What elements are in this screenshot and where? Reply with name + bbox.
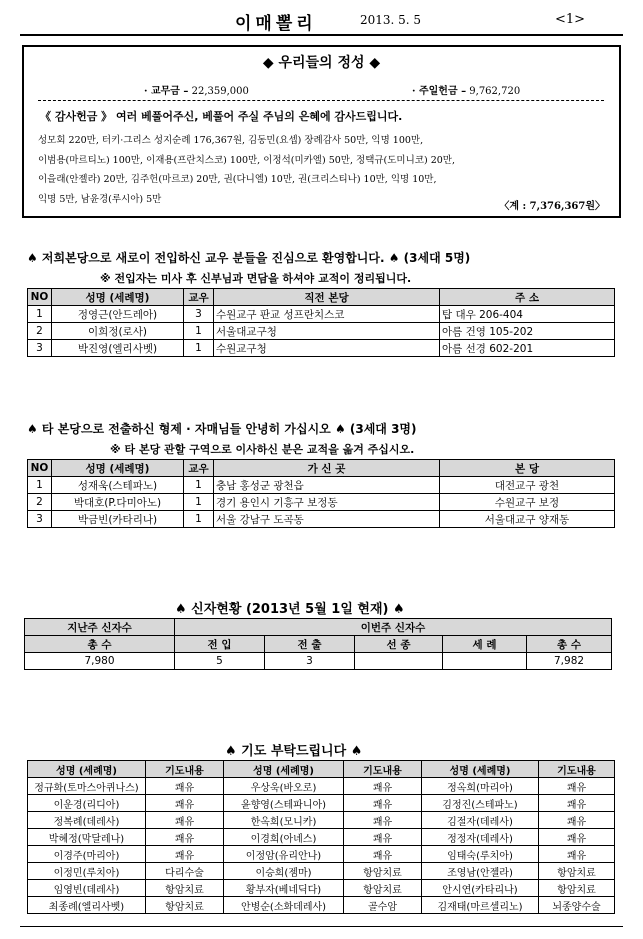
prayer-intention: 항암치료 [344,863,422,880]
thanks-line: 성모회 220만, 터키·그리스 성지순례 176,367원, 김동민(요셉) 장례감사 50만, 익명 100만, [38,135,424,146]
thanks-total: 〈계 : 7,376,367원〉 [499,201,605,212]
transfer-out-title: ♠ 타 본당으로 전출하신 형제 · 자매님들 안녕히 가십시오 ♠ (3세대 3명) [27,422,417,436]
person-name: 이운경(리디아) [28,795,146,812]
member-count: 1 [184,477,214,494]
column-header: 가 신 곳 [214,460,440,477]
deceased-label: 선 종 [355,636,443,653]
person-name: 정옥희(마리아) [422,778,539,795]
prayer-intention: 쾌유 [146,846,224,863]
person-name: 김정진(스테파노) [422,795,539,812]
column-header: 기도내용 [539,761,615,778]
thanks-title: 《 감사헌금 》 여러 베풀어주신, 베풀어 주실 주님의 은혜에 감사드립니다. [40,110,403,123]
prayer-intention: 항암치료 [146,897,224,914]
transfer-out-value: 3 [265,653,355,670]
transfer-out-table [27,459,615,528]
prayer-rows [28,778,615,914]
prayer-intention: 쾌유 [146,829,224,846]
thanks-line: 이범용(마르티노) 100만, 이재용(프란치스코) 100만, 이정석(미카엘) 50만, 정택규(도미니코) 20만, [38,154,455,166]
transfer-out-label: 전 출 [265,636,355,653]
prayer-intention: 쾌유 [344,778,422,795]
sunday-offering-value: 9,762,720 [469,86,521,97]
deceased-value [355,653,443,670]
column-header: 주 소 [440,289,615,306]
table-row [28,863,615,880]
column-header: 성명 (세례명) [28,761,146,778]
table-row [28,795,615,812]
person-name: 이정암(유리안나) [224,846,344,863]
person-name: 이경희(아녜스) [224,829,344,846]
prayer-intention: 항암치료 [344,880,422,897]
new-parish: 서울대교구 양재동 [440,511,615,528]
offering-box [22,45,621,218]
this-total-value: 7,982 [527,653,612,670]
person-name: 우상욱(바오로) [224,778,344,795]
bulletin-title: 이매뽈리 [235,14,317,34]
table-header-row [25,619,612,636]
transfer-out-note: ※ 타 본당 관할 구역으로 이사하신 분은 교적을 옮겨 주십시오. [110,443,415,456]
weekday-offering [144,82,249,97]
table-row [28,846,615,863]
person-name: 정규화(토마스아퀴나스) [28,778,146,795]
column-header: NO [28,460,52,477]
person-name: 임태숙(루치아) [422,846,539,863]
column-header: 직전 본당 [214,289,440,306]
prayer-intention: 항암치료 [539,863,615,880]
offering-heading: ◆ 우리들의 정성 ◆ [262,55,381,71]
believers-table [24,618,612,670]
table-header-row [28,289,615,306]
prayer-intention: 뇌종양수술 [539,897,615,914]
destination: 충남 홍성군 광천읍 [214,477,440,494]
new-parish: 대전교구 광천 [440,477,615,494]
table-row [28,778,615,795]
weekday-offering-label: · 교무금 – [144,86,189,97]
bulletin-date: 2013. 5. 5 [360,13,422,27]
row-number: 3 [28,340,52,357]
member-name: 박금빈(카타리나) [52,511,184,528]
last-total-label: 총 수 [25,636,175,653]
row-number: 3 [28,511,52,528]
page-number: <1> [554,12,585,27]
prayer-intention: 쾌유 [539,846,615,863]
member-name: 박진영(엘리사벳) [52,340,184,357]
prayer-intention: 다리수술 [146,863,224,880]
offering-divider [38,100,604,101]
table-row [28,880,615,897]
address: 아름 건영 105-202 [440,323,615,340]
this-week-label: 이번주 신자수 [175,619,612,636]
column-header: 교우 [184,289,214,306]
table-header-row [28,460,615,477]
member-name: 정영근(안드레아) [52,306,184,323]
person-name: 이정민(루치아) [28,863,146,880]
table-row [28,340,615,357]
prayer-intention: 항암치료 [539,880,615,897]
transfer-in-note: ※ 전입자는 미사 후 신부님과 면담을 하셔야 교적이 정리됩니다. [100,272,412,285]
prayer-intention: 쾌유 [146,795,224,812]
person-name: 안병순(소화데레사) [224,897,344,914]
prayer-intention: 항암치료 [146,880,224,897]
prayer-intention: 골수암 [344,897,422,914]
member-count: 1 [184,511,214,528]
prayer-table [27,760,615,914]
member-name: 박대호(P.다미아노) [52,494,184,511]
person-name: 정복례(데레사) [28,812,146,829]
prayer-intention: 쾌유 [146,812,224,829]
member-name: 이희정(로사) [52,323,184,340]
member-count: 3 [184,306,214,323]
believers-title: ♠ 신자현황 (2013년 5월 1일 현재) ♠ [175,602,405,617]
person-name: 최종례(엘리사벳) [28,897,146,914]
person-name: 한옥희(모니카) [224,812,344,829]
previous-parish: 수원교구 판교 성프란치스코 [214,306,440,323]
row-number: 2 [28,323,52,340]
person-name: 안시연(카타리나) [422,880,539,897]
prayer-intention: 쾌유 [146,778,224,795]
column-header: 교우 [184,460,214,477]
row-number: 2 [28,494,52,511]
column-header: 성명 (세례명) [52,289,184,306]
destination: 서울 강남구 도곡동 [214,511,440,528]
prayer-intention: 쾌유 [539,795,615,812]
column-header: NO [28,289,52,306]
table-row [28,511,615,528]
prayer-intention: 쾌유 [539,812,615,829]
sunday-offering [412,82,520,97]
table-row [28,812,615,829]
column-header: 기도내용 [344,761,422,778]
transfer-in-value: 5 [175,653,265,670]
this-total-label: 총 수 [527,636,612,653]
baptism-value [443,653,527,670]
column-header: 성명 (세례명) [224,761,344,778]
prayer-intention: 쾌유 [539,829,615,846]
row-number: 1 [28,306,52,323]
column-header: 기도내용 [146,761,224,778]
weekday-offering-value: 22,359,000 [191,86,249,97]
table-header-row [28,761,615,778]
transfer-in-label: 전 입 [175,636,265,653]
person-name: 박혜정(막달레나) [28,829,146,846]
baptism-label: 세 례 [443,636,527,653]
person-name: 윤향영(스테파니아) [224,795,344,812]
address: 탑 대우 206-404 [440,306,615,323]
column-header: 성명 (세례명) [52,460,184,477]
transfer-in-title: ♠ 저희본당으로 새로이 전입하신 교우 분들을 진심으로 환영합니다. ♠ (3세대 5명) [27,251,471,265]
table-row [28,494,615,511]
row-number: 1 [28,477,52,494]
masthead-rule [20,34,623,36]
address: 아름 선경 602-201 [440,340,615,357]
table-row [28,306,615,323]
table-row [25,653,612,670]
destination: 경기 용인시 기흥구 보정동 [214,494,440,511]
last-week-label: 지난주 신자수 [25,619,175,636]
prayer-title: ♠ 기도 부탁드립니다 ♠ [225,744,363,759]
member-count: 1 [184,340,214,357]
table-header-row [25,636,612,653]
table-row [28,897,615,914]
person-name: 김재태(마르셀리노) [422,897,539,914]
person-name: 이경주(마리아) [28,846,146,863]
prayer-intention: 쾌유 [344,846,422,863]
member-count: 1 [184,494,214,511]
person-name: 김절자(데레사) [422,812,539,829]
table-row [28,477,615,494]
person-name: 조영남(안젤라) [422,863,539,880]
prayer-intention: 쾌유 [344,812,422,829]
column-header: 성명 (세례명) [422,761,539,778]
new-parish: 수원교구 보정 [440,494,615,511]
thanks-line: 익명 5만, 남윤경(루시아) 5만 [38,193,162,205]
previous-parish: 수원교구청 [214,340,440,357]
sunday-offering-label: · 주일헌금 – [412,86,467,97]
transfer-in-table [27,288,615,357]
previous-parish: 서울대교구청 [214,323,440,340]
bottom-rule [20,926,623,927]
thanks-line: 이을래(안젤라) 20만, 김주헌(마르코) 20만, 권(다니엘) 10만, 권(크리스티나) 10만, 익명 10만, [38,174,437,185]
table-row [28,323,615,340]
prayer-intention: 쾌유 [344,829,422,846]
column-header: 본 당 [440,460,615,477]
person-name: 정정자(데레사) [422,829,539,846]
person-name: 이승희(젬마) [224,863,344,880]
last-total-value: 7,980 [25,653,175,670]
prayer-intention: 쾌유 [344,795,422,812]
table-row [28,829,615,846]
masthead [20,4,623,40]
member-count: 1 [184,323,214,340]
person-name: 임영빈(데레사) [28,880,146,897]
prayer-intention: 쾌유 [539,778,615,795]
member-name: 성재욱(스테파노) [52,477,184,494]
person-name: 황부자(베네딕다) [224,880,344,897]
